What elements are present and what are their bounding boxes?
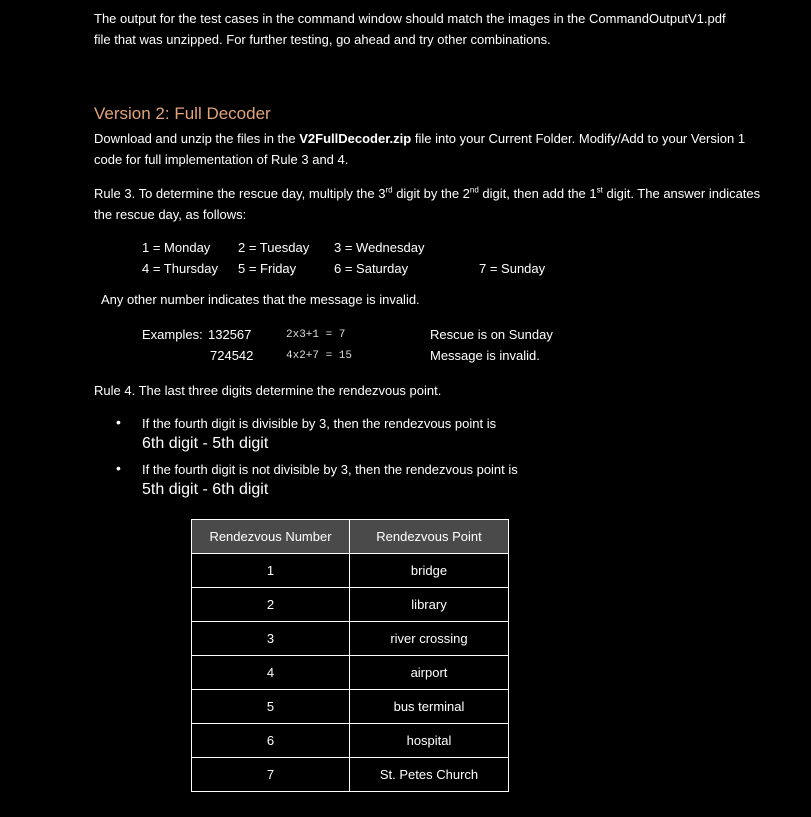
example-calc: 4x2+7 = 15 (286, 350, 353, 362)
rule3-sup2: nd (469, 185, 479, 195)
rule3-sup3: st (596, 185, 603, 195)
v2-text-before: Download and unzip the files in the (94, 131, 300, 146)
v2-filename: V2FullDecoder.zip (299, 131, 412, 146)
rendezvous-point: river crossing (350, 622, 509, 656)
version2-paragraph (94, 128, 774, 170)
rendezvous-number: 7 (192, 758, 350, 792)
section-heading: Version 2: Full Decoder (94, 104, 271, 123)
intro-paragraph: The output for the test cases in the command window should match the images in the CommandOutputV1.pdf file that was unzipped. For further testing, go ahead and try other combinations. (94, 11, 726, 47)
day-7: 7 = Sunday (479, 261, 546, 276)
day-5: 5 = Friday (238, 261, 297, 276)
day-4: 4 = Thursday (142, 261, 219, 276)
example-code: 724542 (210, 348, 254, 363)
rule4-paragraph: Rule 4. The last three digits determine the rendezvous point. (94, 383, 442, 398)
rendezvous-point: airport (350, 656, 509, 690)
list-item (112, 460, 518, 500)
rule3-part3: digit, then add the 1 (478, 186, 597, 201)
v2-text-after: file into your Current Folder. Modify/Add to your Version 1 code for full implementation of Rule 3 and 4. (94, 131, 746, 167)
rendezvous-number: 5 (192, 690, 350, 724)
rule3-sup1: rd (385, 185, 393, 195)
rendezvous-number: 3 (192, 622, 350, 656)
table-row (192, 588, 509, 622)
rule3-part1: Rule 3. To determine the rescue day, multiply the 3 (94, 186, 386, 201)
table-row (192, 724, 509, 758)
day-2: 2 = Tuesday (238, 240, 310, 255)
rendezvous-point: St. Petes Church (350, 758, 509, 792)
bullet-formula: 5th digit - 6th digit (142, 481, 269, 498)
examples-label: Examples: (142, 327, 203, 342)
rendezvous-number: 6 (192, 724, 350, 758)
rendezvous-point: bridge (350, 554, 509, 588)
list-item (112, 414, 518, 454)
invalid-note: Any other number indicates that the message is invalid. (101, 292, 420, 307)
rendezvous-point: bus terminal (350, 690, 509, 724)
table-row (192, 656, 509, 690)
table-row (192, 554, 509, 588)
bullet-text: • If the fourth digit is divisible by 3, then the rendezvous point is (142, 416, 497, 431)
example-result: Message is invalid. (430, 348, 540, 363)
day-1: 1 = Monday (142, 240, 211, 255)
rule3-part2: digit by the 2 (392, 186, 470, 201)
bullet-text: • If the fourth digit is not divisible by 3, then the rendezvous point is (142, 462, 518, 477)
column-header-number: Rendezvous Number (192, 520, 350, 554)
example-code: 132567 (208, 327, 252, 342)
day-6: 6 = Saturday (334, 261, 409, 276)
day-3: 3 = Wednesday (334, 240, 425, 255)
table-row (192, 690, 509, 724)
rule4-bullet-list (112, 414, 518, 506)
rendezvous-table (191, 519, 509, 792)
rendezvous-number: 4 (192, 656, 350, 690)
rendezvous-point: hospital (350, 724, 509, 758)
rule3-paragraph (94, 183, 774, 225)
table-row (192, 622, 509, 656)
rule3-part4: digit. The answer indicates the rescue day, as follows: (94, 186, 761, 222)
example-result: Rescue is on Sunday (430, 327, 553, 342)
bullet-formula: 6th digit - 5th digit (142, 435, 269, 452)
table-row (192, 758, 509, 792)
example-calc: 2x3+1 = 7 (286, 329, 346, 341)
column-header-point: Rendezvous Point (350, 520, 509, 554)
rendezvous-number: 1 (192, 554, 350, 588)
rendezvous-number: 2 (192, 588, 350, 622)
rendezvous-point: library (350, 588, 509, 622)
table-header-row (192, 520, 509, 554)
